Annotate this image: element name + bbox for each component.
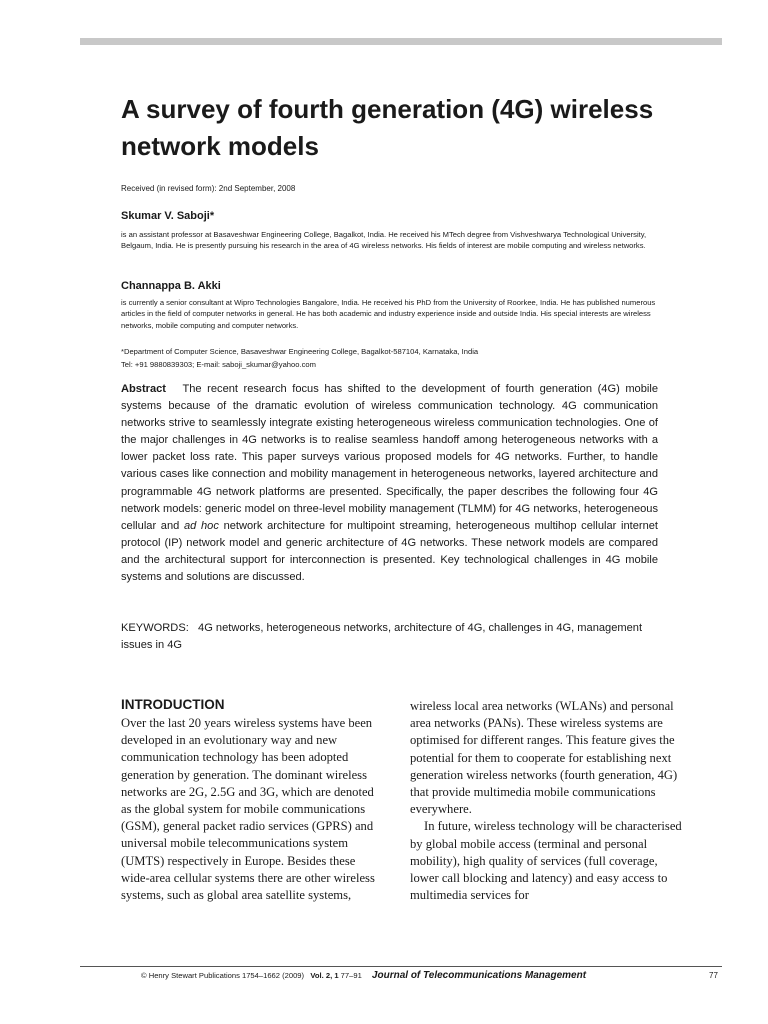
introduction-heading: INTRODUCTION bbox=[121, 697, 225, 712]
author-bio-2: is currently a senior consultant at Wipro Technologies Bangalore, India. He received his PhD from the University of Roorkee, India. He has published numerous articles in the field of computer networks in general. He has both academic and industry experience inside and outside India. His special interests are wireless networks, mobile computing and computer networks. bbox=[121, 298, 656, 330]
abstract-label: Abstract bbox=[121, 383, 167, 395]
affiliation-line: *Department of Computer Science, Basaveshwar Engineering College, Bagalkot-587104, Karnataka, India bbox=[121, 347, 479, 356]
received-date: Received (in revised form): 2nd September, 2008 bbox=[121, 184, 296, 193]
contact-line: Tel: +91 9880839303; E-mail: saboji_skumar@yahoo.com bbox=[121, 360, 316, 369]
footer-rule bbox=[80, 966, 722, 967]
article-title: A survey of fourth generation (4G) wireless network models bbox=[121, 94, 654, 161]
abstract-text-start: The recent research focus has shifted to the development of fourth generation (4G) mobile systems because of the dramatic evolution of wireless communication technology. 4G communication networks strive to seamlessly integrate existing heterogeneous wireless communication technologies. One of the major challenges in 4G networks is to realise seamless handoff among heterogeneous networks with a lower packet loss rate. This paper surveys various proposed models for 4G networks. Further, to handle various cases like connection and mobility management in heterogeneous networks, layered architecture and programmable 4G network platforms are presented. Specifically, the paper describes the following four 4G network models: generic model on three-level mobility management (TLMM) for 4G networks, heterogeneous cellular and bbox=[121, 383, 658, 532]
introduction-right-column bbox=[410, 698, 685, 904]
page-number: 77 bbox=[709, 971, 718, 980]
footer-pages: 77–91 bbox=[340, 971, 362, 980]
author-name-2: Channappa B. Akki bbox=[121, 280, 221, 292]
footer-volume: Vol. 2, 1 bbox=[310, 971, 339, 980]
footer bbox=[141, 970, 586, 981]
abstract-italic-term: ad hoc bbox=[184, 519, 219, 532]
abstract-text-end: network architecture for multipoint streaming, heterogeneous multihop cellular internet protocol (IP) network model and generic architecture of 4G networks. These network models are compared and the architectural support for interconnection is presented. Key technological challenges in 4G mobile systems and solutions are discussed. bbox=[121, 519, 658, 584]
intro-paragraph-3: In future, wireless technology will be characterised by global mobile access (terminal and personal mobility), high quality of services (full coverage, lower call blocking and latency) and easy access to multimedia services for bbox=[410, 819, 682, 903]
abstract bbox=[121, 381, 658, 586]
author-name-1: Skumar V. Saboji* bbox=[121, 210, 215, 222]
keywords: KEYWORDS: 4G networks, heterogeneous networks, architecture of 4G, challenges in 4G, management issues in 4G bbox=[121, 622, 646, 652]
introduction-left-column bbox=[121, 715, 376, 904]
intro-paragraph-1: Over the last 20 years wireless systems have been developed in an evolutionary way and new communication technology has been adopted generation by generation. The dominant wireless networks are 2G, 2.5G and 3G, which are denoted as the global system for mobile communications (GSM), general packet radio services (GPRS) and universal mobile telecommunications system (UMTS) respectively in Europe. Besides these wide-area cellular systems there are other wireless systems, such as global area satellite systems, bbox=[121, 716, 375, 903]
header-rule bbox=[80, 38, 722, 45]
footer-journal: Journal of Telecommunications Management bbox=[371, 970, 587, 981]
author-bio-1: is an assistant professor at Basaveshwar Engineering College, Bagalkot, India. He received his MTech degree from Vishveshwarya Technological University, Belgaum, India. He is presently pursuing his research in the area of 4G wireless networks. His fields of interest are mobile computing and wireless networks. bbox=[121, 230, 647, 251]
footer-publisher: © Henry Stewart Publications 1754–1662 (2009) bbox=[141, 971, 305, 980]
intro-paragraph-2: wireless local area networks (WLANs) and personal area networks (PANs). These wireless systems are optimised for different ranges. This feature gives the potential for them to cooperate for establishing next generation wireless networks (fourth generation, 4G) that provide multimedia mobile communications everywhere. bbox=[410, 699, 678, 817]
